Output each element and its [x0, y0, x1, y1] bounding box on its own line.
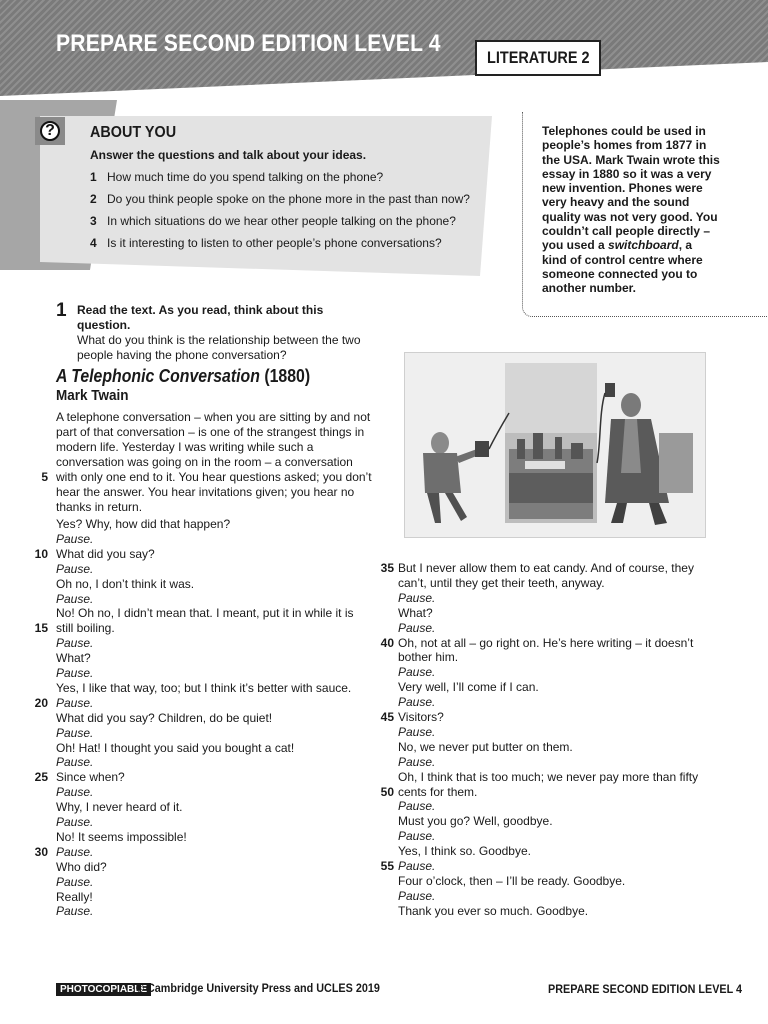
dialogue-line: What did you say? Children, do be quiet!: [56, 710, 273, 725]
line-number: 5: [41, 470, 48, 484]
dialogue-line: can’t, until they get their teeth, anyway.: [398, 575, 605, 590]
dialogue-line: Must you go? Well, goodbye.: [398, 814, 553, 829]
line-number: 50: [380, 784, 394, 799]
dialogue-line: Pause.: [398, 665, 436, 680]
dialogue-line: No, we never put butter on them.: [398, 739, 573, 754]
section-label: [475, 40, 601, 76]
dialogue-line: Pause.: [56, 815, 94, 829]
dialogue-line: Pause.: [56, 755, 94, 770]
illustration-drawing: [405, 353, 706, 538]
dialogue-line: What?: [398, 605, 433, 620]
dialogue-line: What?: [56, 651, 91, 666]
about-you-instruction: Answer the questions and talk about your ideas.: [90, 148, 367, 162]
dialogue-line: Since when?: [56, 770, 125, 785]
dialogue-line: still boiling.: [56, 621, 115, 636]
dialogue-line: Pause.: [398, 799, 436, 814]
dialogue-line: Very well, I’ll come if I can.: [398, 680, 539, 695]
dialogue-line: Pause.: [56, 666, 94, 680]
line-number: 10: [34, 546, 48, 561]
dialogue-line: Pause.: [398, 859, 436, 873]
section-label-text: LITERATURE 2: [486, 48, 590, 67]
dialogue-line: No! Oh no, I didn’t mean that. I meant, put it in while it is: [56, 606, 354, 621]
dialogue-line: Oh, not at all – go right on. He’s here writing – it doesn’t: [398, 635, 694, 650]
story-intro: A telephone conversation – when you are sitting by and not part of that conversation – is one of the strangest things in modern life. Yesterday I was writing while such a conversation was going on in the room – a conversation with only one end to it. You hear questions asked; you don’t hear the answer. You hear invitations given; you hear no thanks in return.: [56, 410, 372, 514]
dialogue-line: bother him.: [398, 650, 459, 665]
dialogue-line: Really!: [56, 889, 93, 904]
dialogue-line: Yes? Why, how did that happen?: [56, 517, 231, 531]
dialogue-line: Pause.: [56, 561, 94, 576]
dialogue-line: Why, I never heard of it.: [56, 800, 183, 815]
dialogue-line: Pause.: [56, 844, 94, 859]
dialogue-line: Pause.: [56, 531, 94, 546]
dialogue-line: Who did?: [56, 859, 107, 874]
line-number: 30: [34, 844, 48, 859]
about-question: 4 Is it interesting to listen to other people’s phone conversations?: [90, 236, 442, 250]
page-title: PREPARE SECOND EDITION LEVEL 4: [56, 30, 441, 57]
dialogue-line: Four o’clock, then – I’ll be ready. Goodbye.: [398, 873, 626, 888]
line-number: 25: [34, 770, 48, 785]
dialogue-line: Pause.: [398, 888, 436, 903]
line-number: 15: [34, 621, 48, 636]
dialogue-line: Yes, I think so. Goodbye.: [398, 844, 531, 859]
dialogue-line: Pause.: [56, 695, 94, 710]
dialogue-line: Oh no, I don’t think it was.: [56, 576, 195, 591]
dialogue-line: Visitors?: [398, 710, 444, 724]
dialogue-line: Pause.: [56, 904, 94, 919]
about-question: 2 Do you think people spoke on the phone more in the past than now?: [90, 192, 470, 206]
footer-level-label: PREPARE SECOND EDITION LEVEL 4: [548, 982, 743, 996]
task-number: 1: [56, 300, 67, 321]
photocopiable-badge: PHOTOCOPIABLE: [56, 983, 151, 996]
dialogue-line: Thank you ever so much. Goodbye.: [398, 903, 589, 918]
dialogue-line: cents for them.: [398, 784, 478, 799]
dialogue-line: Pause.: [398, 695, 436, 710]
question-icon: ?: [35, 117, 65, 145]
dialogue-line: Pause.: [398, 829, 436, 844]
dialogue-line: Pause.: [56, 874, 94, 889]
dialogue-line: Pause.: [398, 724, 436, 739]
line-number: 20: [34, 695, 48, 710]
line-number: 40: [380, 635, 394, 650]
about-question: 1 How much time do you spend talking on the phone?: [90, 170, 384, 184]
line-number: 55: [380, 859, 394, 873]
dialogue-line: Oh, I think that is too much; we never pay more than fifty: [398, 769, 699, 784]
dialogue-line: Pause.: [56, 636, 94, 651]
sidebar-note: Telephones could be used in people’s homes from 1877 in the USA. Mark Twain wrote this essay in 1880 so it was a very new invention. Phones were very heavy and the sound quality was not very good. You couldn’t call people directly – you used a switchboard, a kind of control centre where someone connected you to another number.: [542, 124, 720, 296]
story-author: Mark Twain: [56, 387, 129, 404]
task-instruction: Read the text. As you read, think about this question. What do you think is the relationship between the two people having the phone conversation?: [77, 303, 361, 362]
dialogue-line: No! It seems impossible!: [56, 829, 187, 844]
dialogue-line: Pause.: [56, 591, 94, 606]
dialogue-line: What did you say?: [56, 546, 155, 561]
dialogue-line: Pause.: [56, 725, 94, 740]
copyright-text: © Cambridge University Press and UCLES 2019: [136, 981, 380, 995]
line-number: 35: [380, 561, 394, 575]
dialogue-line: Oh! Hat! I thought you said you bought a cat!: [56, 740, 295, 755]
dialogue-line: Pause.: [398, 590, 436, 605]
dialogue-line: Pause.: [398, 754, 436, 769]
dialogue-line: Pause.: [398, 620, 436, 635]
line-number: 45: [380, 710, 394, 724]
dialogue-line: Pause.: [56, 785, 94, 800]
dialogue-line: But I never allow them to eat candy. And of course, they: [398, 561, 694, 575]
about-question: 3 In which situations do we hear other people talking on the phone?: [90, 214, 456, 228]
about-you-title: ABOUT YOU: [90, 124, 177, 141]
story-title: A Telephonic Conversation (1880): [56, 366, 311, 386]
telephone-conversation-illustration: [404, 352, 706, 538]
dialogue-line: Yes, I like that way, too; but I think it’s better with sauce.: [56, 680, 352, 695]
